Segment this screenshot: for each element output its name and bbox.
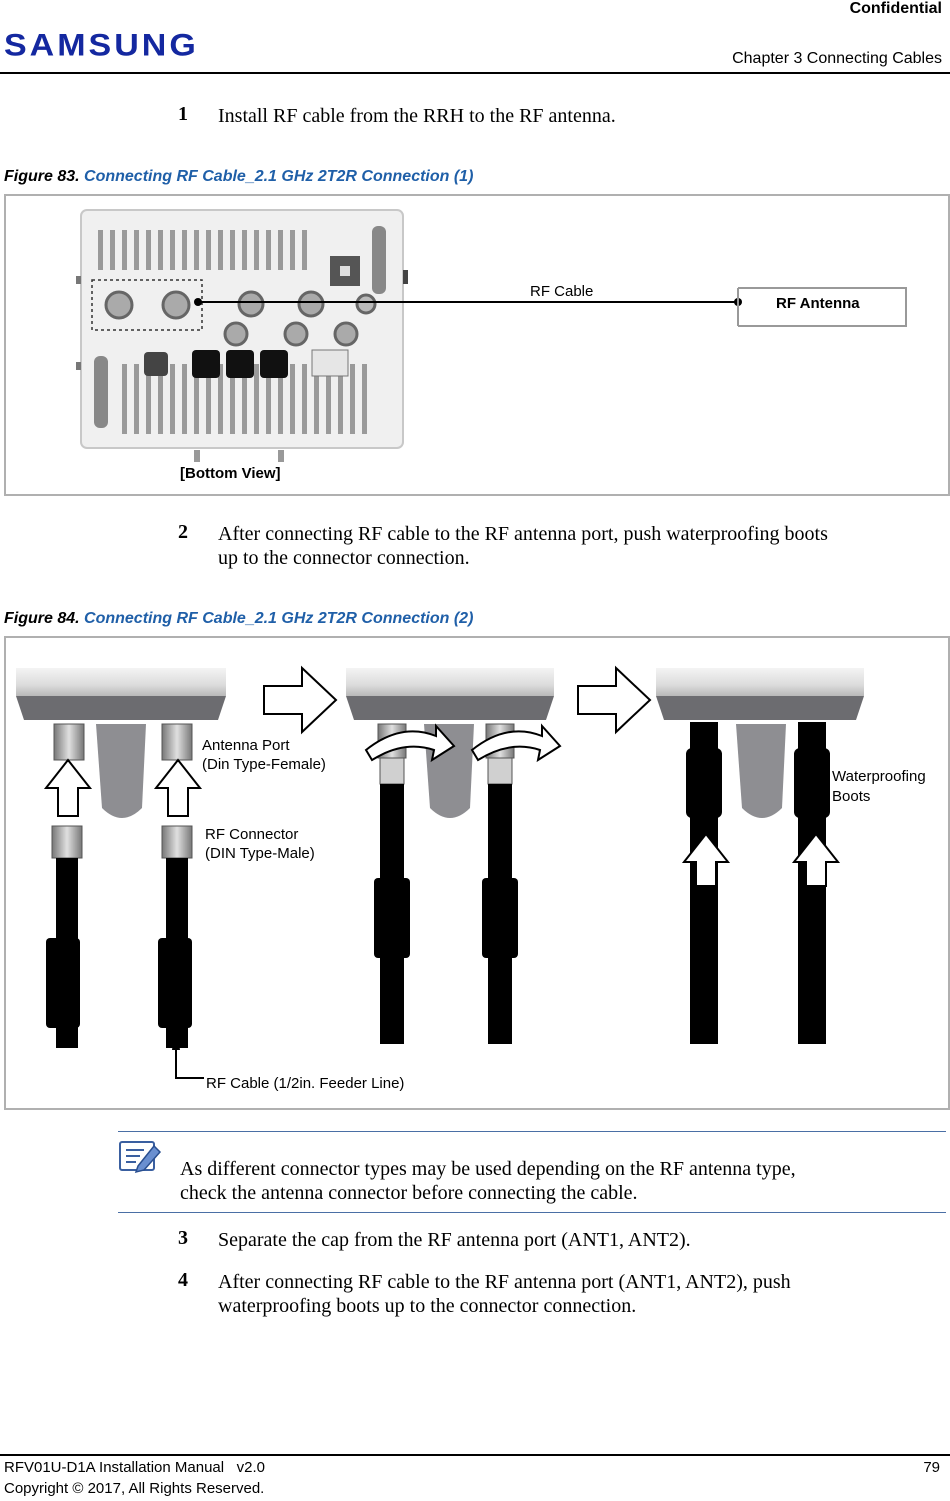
waterproofing-label-line-2: Boots: [832, 788, 871, 805]
figure-83: [4, 194, 950, 496]
note-bottom-rule: [118, 1212, 946, 1213]
rf-connector-label-line-1: RF Connector: [205, 826, 299, 843]
step-3-number: 3: [178, 1227, 188, 1249]
stage-1: [16, 668, 226, 1078]
figure-83-title: Connecting RF Cable_2.1 GHz 2T2R Connection (1): [84, 168, 474, 185]
step-2-text-line-2: up to the connector connection.: [218, 547, 470, 569]
rf-antenna-label: RF Antenna: [776, 295, 860, 312]
note-pencil-icon: [118, 1138, 162, 1174]
footer-rule: [0, 1454, 950, 1456]
samsung-logo: SAMSUNG: [4, 28, 199, 63]
rf-cable-feeder-label: RF Cable (1/2in. Feeder Line): [206, 1075, 405, 1092]
step-1-text: Install RF cable from the RRH to the RF antenna.: [218, 105, 616, 127]
figure-84-caption: [4, 610, 473, 628]
antenna-port-label-line-1: Antenna Port: [202, 737, 290, 754]
step-1-number: 1: [178, 103, 188, 125]
step-2-number: 2: [178, 521, 188, 543]
stage-3: [656, 668, 864, 1044]
note-top-rule: [118, 1131, 946, 1132]
page-number: 79: [923, 1459, 940, 1476]
waterproofing-label-line-1: Waterproofing: [832, 768, 926, 785]
copyright: Copyright © 2017, All Rights Reserved.: [4, 1480, 265, 1497]
rf-cable-label: RF Cable: [530, 283, 594, 300]
stage-2: [346, 668, 560, 1044]
bottom-view-label: [Bottom View]: [180, 465, 281, 482]
step-4-text-line-1: After connecting RF cable to the RF antenna port (ANT1, ANT2), push: [218, 1271, 791, 1293]
rf-connector-label-line-2: (DIN Type-Male): [205, 845, 315, 862]
header-rule: [0, 72, 950, 74]
figure-83-prefix: Figure 83.: [4, 168, 85, 185]
step-3-text: Separate the cap from the RF antenna port (ANT1, ANT2).: [218, 1229, 691, 1251]
antenna-port-label-line-2: (Din Type-Female): [202, 756, 326, 773]
rrh-bottom-view-illustration: [6, 196, 948, 494]
figure-84: [4, 636, 950, 1110]
manual-title: RFV01U-D1A Installation Manual v2.0: [4, 1459, 265, 1476]
figure-83-caption: [4, 168, 473, 186]
note-text-line-1: As different connector types may be used depending on the RF antenna type,: [180, 1158, 796, 1180]
connector-sequence-illustration: [6, 638, 948, 1108]
note-text-line-2: check the antenna connector before connecting the cable.: [180, 1182, 638, 1204]
figure-84-title: Connecting RF Cable_2.1 GHz 2T2R Connection (2): [84, 610, 474, 627]
confidential-label: Confidential: [849, 0, 942, 17]
step-4-text-line-2: waterproofing boots up to the connector connection.: [218, 1295, 637, 1317]
figure-84-prefix: Figure 84.: [4, 610, 85, 627]
chapter-title: Chapter 3 Connecting Cables: [732, 50, 942, 67]
step-4-number: 4: [178, 1269, 188, 1291]
step-2-text-line-1: After connecting RF cable to the RF antenna port, push waterproofing boots: [218, 523, 828, 545]
